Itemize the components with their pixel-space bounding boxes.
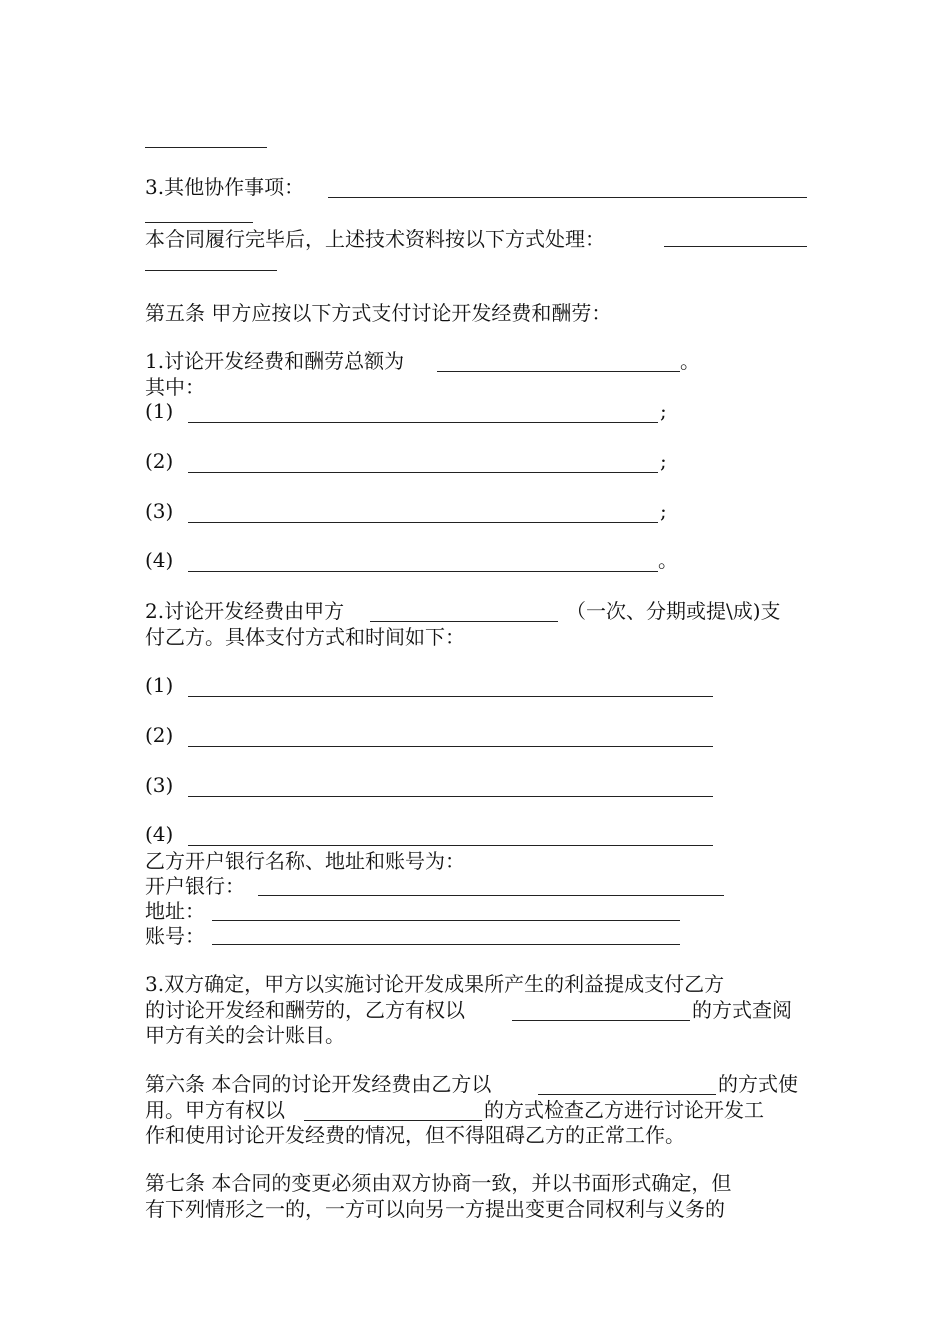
list-item-label: (1) xyxy=(145,399,174,423)
pay-method-prefix: 2.讨论开发经费由甲方 xyxy=(145,599,345,623)
semicolon: ; xyxy=(660,399,667,423)
bank-label: 开户银行： xyxy=(145,874,245,898)
blank-line xyxy=(188,845,713,846)
p3-line2-b: 的方式查阅 xyxy=(692,998,792,1022)
blank-line xyxy=(188,571,658,572)
p3-line1: 3.双方确定，甲方以实施讨论开发成果所产生的利益提成支付乙方 xyxy=(145,972,725,996)
blank-line xyxy=(304,1120,482,1121)
total-amount-label: 1.讨论开发经费和酬劳总额为 xyxy=(145,349,405,373)
list-item-label: (2) xyxy=(145,449,174,473)
period: 。 xyxy=(680,349,700,373)
address-label: 地址： xyxy=(145,899,205,923)
blank-line xyxy=(188,746,713,747)
bank-heading: 乙方开户银行名称、地址和账号为： xyxy=(145,849,465,873)
art6-line1-a: 第六条 本合同的讨论开发经费由乙方以 xyxy=(145,1072,492,1096)
blank-line xyxy=(664,246,807,247)
pay-method-line2: 付乙方。具体支付方式和时间如下： xyxy=(145,625,465,649)
blank-line xyxy=(188,422,658,423)
blank-line xyxy=(437,371,680,372)
after-contract-label: 本合同履行完毕后，上述技术资料按以下方式处理： xyxy=(145,227,605,251)
blank-line xyxy=(370,621,558,622)
list-item-label: (4) xyxy=(145,822,174,846)
semicolon: ; xyxy=(660,449,667,473)
art6-line3: 作和使用讨论开发经费的情况，但不得阻碍乙方的正常工作。 xyxy=(145,1123,685,1147)
list-item-label: (4) xyxy=(145,548,174,572)
blank-line xyxy=(188,796,713,797)
blank-line xyxy=(145,270,277,271)
blank-line xyxy=(538,1094,716,1095)
blank-line xyxy=(188,696,713,697)
pay-method-suffix: （一次、分期或提\成)支 xyxy=(566,599,781,623)
blank-line xyxy=(258,895,724,896)
blank-line xyxy=(512,1020,690,1021)
art6-line2-b: 的方式检查乙方进行讨论开发工 xyxy=(484,1098,764,1122)
p3-line2-a: 的讨论开发经和酬劳的，乙方有权以 xyxy=(145,998,465,1022)
list-item-label: (3) xyxy=(145,773,174,797)
period: 。 xyxy=(658,548,678,572)
blank-line xyxy=(145,147,267,148)
semicolon: ; xyxy=(660,499,667,523)
blank-line xyxy=(188,522,658,523)
blank-line xyxy=(188,472,658,473)
list-item-label: (3) xyxy=(145,499,174,523)
art7-line1: 第七条 本合同的变更必须由双方协商一致，并以书面形式确定，但 xyxy=(145,1171,732,1195)
blank-line xyxy=(145,222,253,223)
blank-line xyxy=(212,944,680,945)
art7-line2: 有下列情形之一的，一方可以向另一方提出变更合同权利与义务的 xyxy=(145,1197,725,1221)
list-item-label: (2) xyxy=(145,723,174,747)
list-item-label: (1) xyxy=(145,673,174,697)
article5-heading: 第五条 甲方应按以下方式支付讨论开发经费和酬劳： xyxy=(145,301,612,325)
art6-line2-a: 用。甲方有权以 xyxy=(145,1098,285,1122)
blank-line xyxy=(212,920,680,921)
art6-line1-b: 的方式使 xyxy=(718,1072,798,1096)
among-label: 其中： xyxy=(145,375,205,399)
account-label: 账号： xyxy=(145,924,205,948)
p3-line3: 甲方有关的会计账目。 xyxy=(145,1023,345,1047)
item3-label: 3.其他协作事项： xyxy=(145,175,305,199)
blank-line xyxy=(328,197,807,198)
